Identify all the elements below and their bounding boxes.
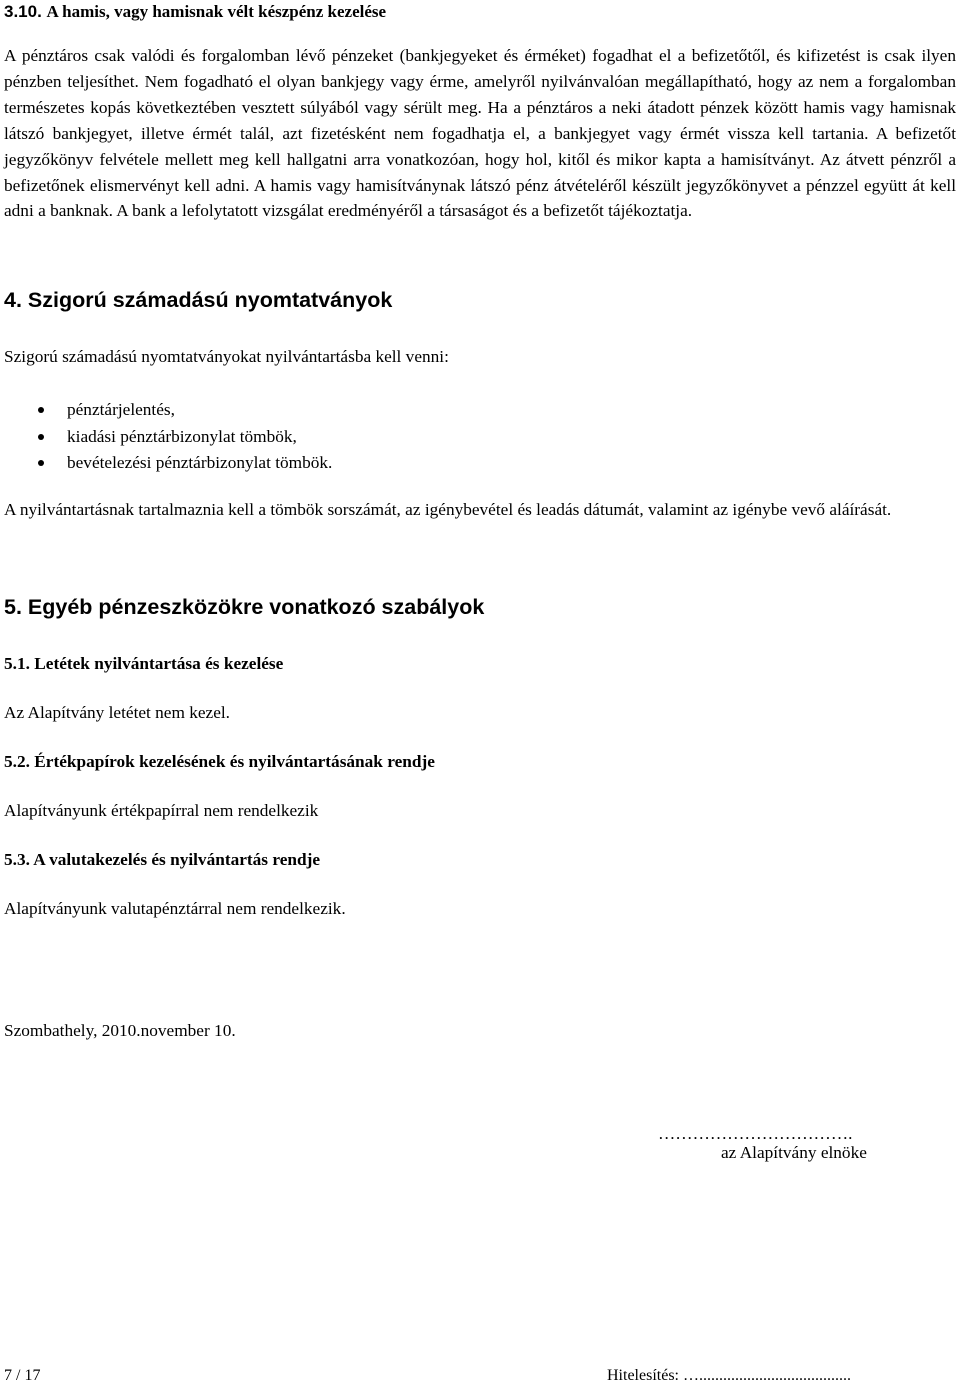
section-5-3-text: Alapítványunk valutapénztárral nem rendelkezik. bbox=[4, 899, 346, 918]
signature-line: ……………………………. bbox=[658, 1124, 853, 1143]
section-5-3-title: 5.3. A valutakezelés és nyilvántartás rendje bbox=[4, 850, 321, 869]
list-item-text: bevételezési pénztárbizonylat tömbök. bbox=[67, 453, 333, 472]
list-item bbox=[4, 450, 332, 477]
section-5-heading: 5. Egyéb pénzeszközökre vonatkozó szabályok bbox=[4, 595, 485, 619]
list-item-text: pénztárjelentés, bbox=[67, 400, 175, 419]
section-5-1-title: 5.1. Letétek nyilvántartása és kezelése bbox=[4, 654, 284, 673]
section-5-2-text: Alapítványunk értékpapírral nem rendelkezik bbox=[4, 801, 319, 820]
signature-role: az Alapítvány elnöke bbox=[721, 1143, 867, 1162]
bullet-icon bbox=[38, 434, 44, 440]
section-3-10-paragraph: A pénztáros csak valódi és forgalomban lévő pénzeket (bankjegyeket és érméket) fogadhat el a befizetőtől, és kifizetést is csak ilyen pénzben teljesíthet. Nem fogadható el olyan bankjegy vagy érme, amelyről nyilvánvalóan megállapítható, hogy az nem a forgalomban természetes kopás következtében vesztett súlyából vagy sérült meg. Ha a pénztáros a neki átadott pénzek között hamis vagy hamisnak látszó bankjegyet, illetve érmét talál, azt fizetésként nem fogadhatja el, a bankjegyet vagy érmét vissza kell tartania. A befizetőt jegyzőkönyv felvétele mellett meg kell hallgatni arra vonatkozóan, hogy hol, kitől és mikor kapta a hamisítványt. Az átvett pénzről a befizetőnek elismervényt kell adni. A hamis vagy hamisítványnak látszó pénz átvételéről készült jegyzőkönyvet a pénzzel együtt át kell adni a banknak. A bank a lefolytatott vizsgálat eredményéről a társaságot és a befizetőt tájékoztatja. bbox=[4, 46, 956, 221]
section-4-intro: Szigorú számadású nyomtatványokat nyilvántartásba kell venni: bbox=[4, 347, 449, 366]
place-date: Szombathely, 2010.november 10. bbox=[4, 1021, 236, 1040]
bullet-icon bbox=[38, 407, 44, 413]
section-4-heading: 4. Szigorú számadású nyomtatványok bbox=[4, 288, 393, 312]
page-number: 7 / 17 bbox=[4, 1367, 41, 1384]
section-3-10-heading bbox=[4, 0, 386, 24]
section-5-1-text: Az Alapítvány letétet nem kezel. bbox=[4, 703, 231, 722]
section-3-10-number: 3.10. bbox=[4, 2, 42, 21]
authentication-field: Hitelesítés: …...................................... bbox=[607, 1367, 851, 1384]
list-item bbox=[4, 397, 332, 424]
list-item bbox=[4, 424, 332, 451]
section-5-2-title: 5.2. Értékpapírok kezelésének és nyilvántartásának rendje bbox=[4, 752, 435, 771]
section-3-10-title: A hamis, vagy hamisnak vélt készpénz kezelése bbox=[46, 2, 387, 21]
section-4-paragraph: A nyilvántartásnak tartalmaznia kell a tömbök sorszámát, az igénybevétel és leadás dátumát, valamint az igénybe vevő aláírását. bbox=[4, 500, 892, 519]
bullet-icon bbox=[38, 460, 44, 466]
list-item-text: kiadási pénztárbizonylat tömbök, bbox=[67, 426, 297, 446]
section-4-list bbox=[4, 397, 332, 477]
